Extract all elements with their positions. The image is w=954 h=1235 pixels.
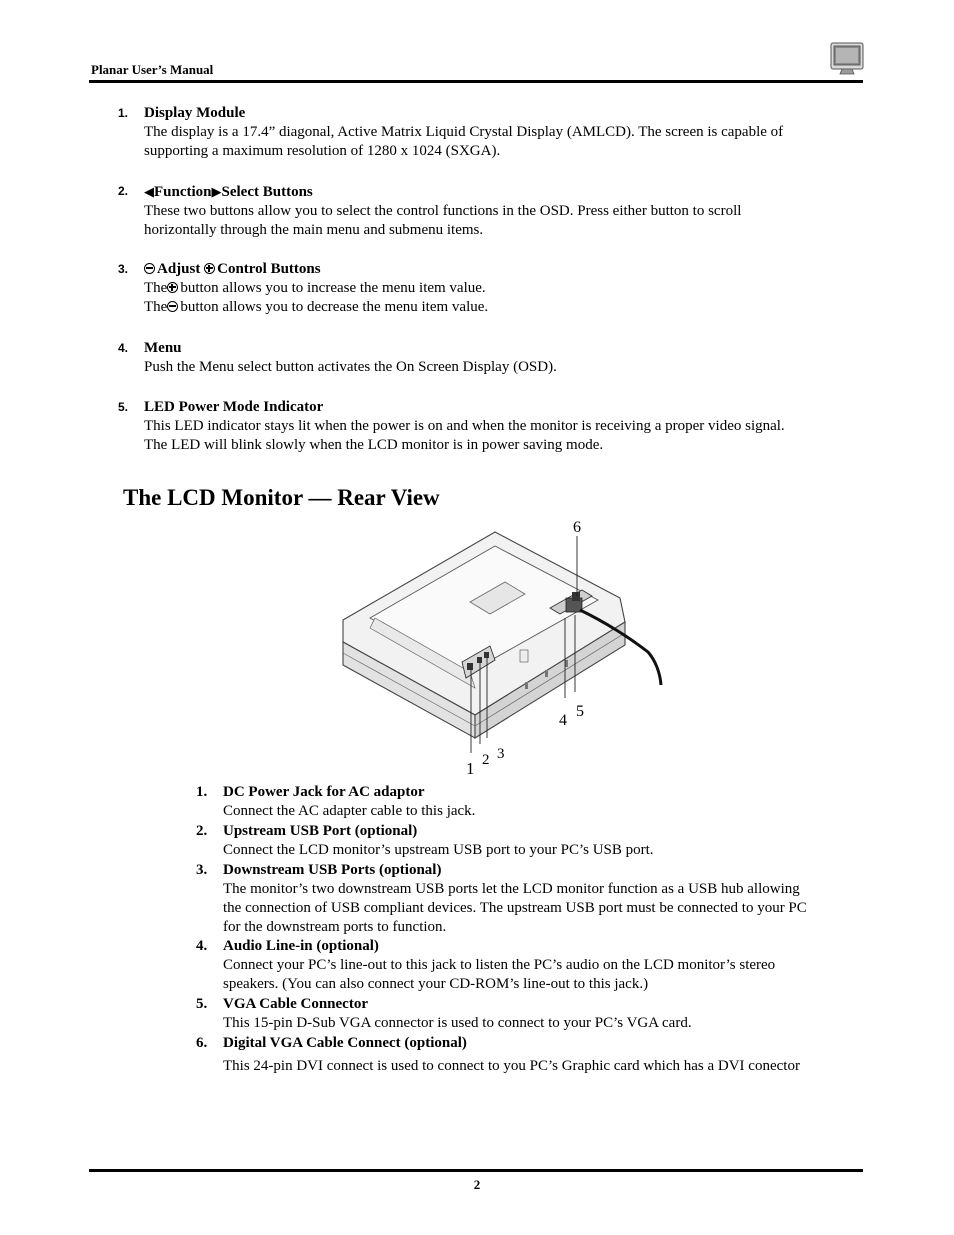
item-number: 1. [196,784,208,800]
item-number: 4. [118,341,129,355]
rear-item-upstream-usb [196,822,861,860]
item-number: 6. [196,1035,208,1051]
running-header: Planar User’s Manual [91,62,214,77]
item-title: DC Power Jack for AC adaptor [223,784,425,800]
item-text: the connection of USB compliant devices. The upstream USB port must be connected to your PC [223,900,807,916]
item-text: Push the Menu select button activates the On Screen Display (OSD). [144,359,557,375]
item-text: The button allows you to decrease the menu item value. [144,299,489,315]
item-title: Menu [144,340,182,356]
minus-circle-icon [144,263,155,274]
rear-item-downstream-usb [196,861,861,937]
item-number: 3. [196,862,208,878]
section-heading: The LCD Monitor — Rear View [123,485,440,510]
footer-rule [89,1169,863,1172]
monitor-icon [829,42,865,76]
item-number: 5. [118,400,129,414]
item-title: Upstream USB Port (optional) [223,823,418,839]
minus-circle-icon [167,301,178,312]
item-title: Adjust Control Buttons [144,260,858,279]
item-function-select [118,182,858,240]
item-number: 3. [118,262,129,276]
rear-item-audio-line-in [196,937,861,994]
callout-1: 1 [466,759,475,778]
item-text: This 15-pin D-Sub VGA connector is used to connect to your PC’s VGA card. [223,1015,692,1031]
item-title: LED Power Mode Indicator [144,399,324,415]
item-title: VGA Cable Connector [223,996,368,1012]
item-text: supporting a maximum resolution of 1280 x 1024 (SXGA). [144,143,501,159]
plus-circle-icon [204,263,215,274]
item-number: 1. [118,106,129,120]
item-text: This 24-pin DVI connect is used to connect to you PC’s Graphic card which has a DVI conector [223,1058,800,1074]
item-text: The LED will blink slowly when the LCD monitor is in power saving mode. [144,437,604,453]
callout-2: 2 [482,752,490,768]
item-text: Connect the LCD monitor’s upstream USB port to your PC’s USB port. [223,842,654,858]
rear-item-dc-power [196,783,861,821]
item-text: Connect the AC adapter cable to this jack. [223,803,476,819]
item-text: for the downstream ports to function. [223,919,447,935]
item-title: Downstream USB Ports (optional) [223,862,442,878]
item-text: The button allows you to increase the menu item value. [144,280,486,296]
right-triangle-icon: ▶ [211,184,222,199]
item-text: horizontally through the main menu and submenu items. [144,222,484,238]
item-title: Digital VGA Cable Connect (optional) [223,1035,467,1051]
item-adjust-control [118,260,858,317]
item-led-indicator [118,398,858,455]
item-number: 2. [196,823,208,839]
item-display-module [118,104,858,161]
item-title: ◀Function▶Select Buttons [144,184,313,200]
callout-5: 5 [576,703,584,720]
callout-3: 3 [497,746,505,762]
rear-item-vga-connector [196,995,861,1033]
item-text: This LED indicator stays lit when the power is on and when the monitor is receiving a proper video signal. [144,418,785,434]
header-rule [89,80,863,83]
monitor-rear-view-illustration [330,510,680,780]
item-menu [118,339,858,377]
item-number: 4. [196,938,208,954]
page-number: 2 [473,1177,481,1192]
callout-4: 4 [559,712,567,729]
item-number: 2. [118,184,129,198]
item-text: speakers. (You can also connect your CD-ROM’s line-out to this jack.) [223,976,649,992]
rear-item-dvi-connector [196,1034,861,1076]
item-text: The display is a 17.4” diagonal, Active Matrix Liquid Crystal Display (AMLCD). The screen is capable of [144,124,784,140]
left-triangle-icon: ◀ [144,184,154,199]
item-title: Display Module [144,105,246,121]
item-text: These two buttons allow you to select the control functions in the OSD. Press either button to scroll [144,203,742,219]
item-title: Audio Line-in (optional) [223,938,379,954]
item-number: 5. [196,996,208,1012]
callout-6: 6 [573,519,581,536]
item-text: Connect your PC’s line-out to this jack to listen the PC’s audio on the LCD monitor’s stereo [223,957,776,973]
plus-circle-icon [167,282,178,293]
item-text: The monitor’s two downstream USB ports let the LCD monitor function as a USB hub allowing [223,881,800,897]
